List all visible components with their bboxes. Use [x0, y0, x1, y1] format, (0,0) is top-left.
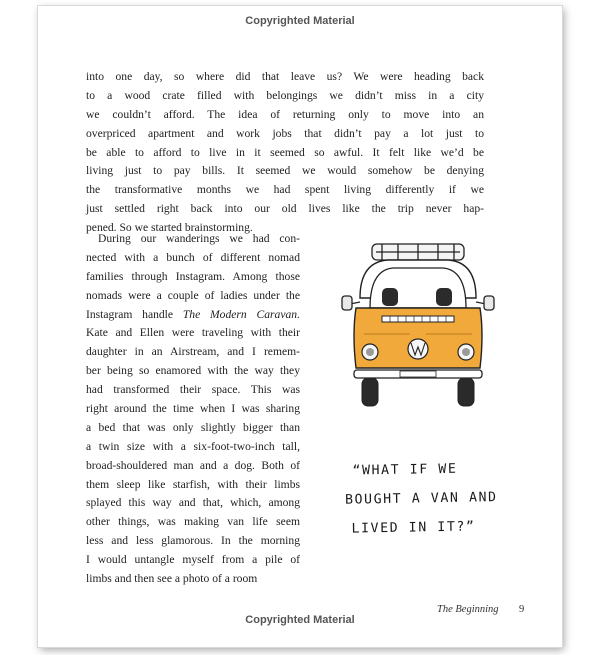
text-line: broad-shouldered man and a dog. Both of [86, 458, 300, 472]
running-footer-title: The Beginning [437, 604, 499, 615]
text-line: living just to pay bills. It seemed we would somehow be denying [86, 164, 484, 178]
handwritten-quote [344, 453, 533, 543]
quote-line: LIVED IN IT?” [351, 519, 476, 537]
text-line: limbs and then see a photo of a room [86, 572, 258, 586]
body-text-full-width [86, 68, 484, 238]
text-line: right around the time when I was sharing [86, 402, 300, 416]
text-line [86, 306, 300, 325]
text-line: daughter in an Airstream, and I remem- [86, 345, 300, 359]
vw-logo-icon [408, 339, 428, 359]
license-plate [400, 371, 436, 377]
text-line: them sleep like starfish, with their limbs [86, 477, 300, 491]
text-line: less and less glamorous. In the morning [86, 534, 300, 548]
text-line: had transformed their space. This was [86, 383, 300, 397]
text-span: Instagram handle [86, 307, 174, 321]
copyright-watermark-top: Copyrighted Material [245, 15, 355, 27]
quote-line: “WHAT IF WE [352, 461, 458, 479]
text-line: be able to afford to live in it seemed so awful. It felt like we’d be [86, 145, 484, 159]
text-line: into one day, so where did that leave us? We were heading back [86, 70, 484, 83]
text-line: nected with a bunch of different nomad [86, 250, 300, 264]
wheels [362, 378, 474, 406]
text-line: During our wanderings we had con- [98, 232, 300, 245]
text-line: the transformative months we had spent living differently if we [86, 183, 484, 197]
text-line: pened. So we started brainstorming. [86, 221, 253, 235]
text-line: a twin size with a six-foot-two-inch tall, [86, 439, 300, 453]
text-line: families through Instagram. Among those [86, 269, 300, 283]
copyright-watermark-bottom: Copyrighted Material [245, 614, 355, 626]
text-line: other things, was making van life seem [86, 515, 300, 529]
text-line: ber being so enamored with the way they [86, 364, 300, 378]
text-line: to a wood crate filled with belongings we didn’t miss in a city [86, 88, 484, 102]
italic-title: The Modern Caravan. [182, 307, 300, 321]
text-line: Kate and Ellen were traveling with their [86, 326, 300, 340]
text-line: just settled right back into our old lives like the trip never hap- [86, 202, 484, 216]
text-line: overpriced apartment and work jobs that didn’t pay a lot just to [86, 126, 484, 140]
text-line: splayed this way and that, which, among [86, 496, 300, 510]
text-line: I would untangle myself from a pile of [86, 553, 300, 567]
text-line: we couldn’t afford. The idea of returning only to move into an [86, 107, 484, 121]
text-line: nomads were a couple of ladies under the [86, 288, 300, 302]
body-text-column [86, 230, 300, 589]
roof-rack [372, 244, 464, 260]
text-line: a bed that was only slightly bigger than [86, 420, 300, 434]
quote-line: BOUGHT A VAN AND [344, 490, 498, 508]
van-illustration [338, 238, 498, 414]
vent-grille [382, 316, 454, 322]
page-number: 9 [519, 604, 525, 615]
